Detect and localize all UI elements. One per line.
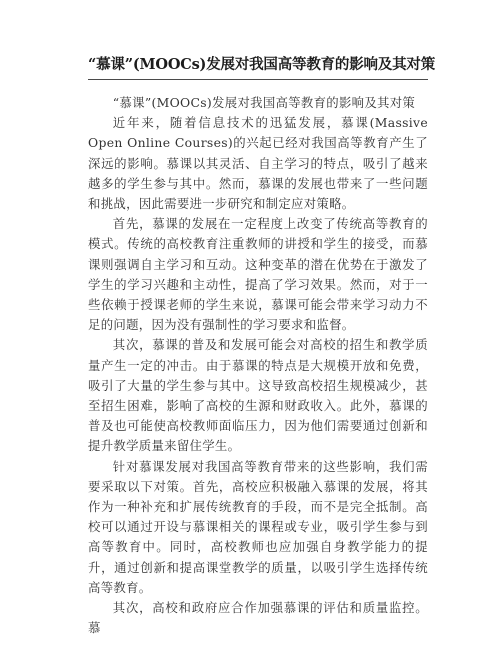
paragraph-first-point: 首先，慕课的发展在一定程度上改变了传统高等教育的模式。传统的高校教育注重教师的讲授和学生的接受，而慕课则强调自主学习和互动。这种变革的潜在优势在于激发了学生的学习兴趣和主动性，提高了学习效果。然而，对于一些依赖于授课老师的学生来说，慕课可能会带来学习动力不足的问题，因为没有强制性的学习要求和监督。	[88, 216, 428, 333]
paragraph-introduction: 近年来，随着信息技术的迅猛发展，慕课(Massive Open Online Courses)的兴起已经对我国高等教育产生了深远的影响。慕课以其灵活、自主学习的特点，吸引了越来越多的学生参与其中。然而，慕课的发展也带来了一些问题和挑战，因此需要进一步研究和制定应对策略。	[88, 115, 428, 212]
paragraph-countermeasures: 针对慕课发展对我国高等教育带来的这些影响，我们需要采取以下对策。首先，高校应积极融入慕课的发展，将其作为一种补充和扩展传统教育的手段，而不是完全抵制。高校可以通过开设与慕课相关的课程或专业，吸引学生参与到高等教育中。同时，高校教师也应加强自身教学能力的提升，通过创新和提高课堂教学的质量，以吸引学生选择传统高等教育。	[88, 458, 428, 595]
paragraph-evaluation: 其次，高校和政府应合作加强慕课的评估和质量监控。慕	[88, 600, 428, 636]
paragraph-second-point: 其次，慕课的普及和发展可能会对高校的招生和教学质量产生一定的冲击。由于慕课的特点是大规模开放和免费，吸引了大量的学生参与其中。这导致高校招生规模减少，甚至招生困难，影响了高校的生源和财政收入。此外，慕课的普及也可能使高校教师面临压力，因为他们需要通过创新和提升教学质量来留住学生。	[88, 337, 428, 454]
document-page	[88, 55, 436, 638]
document-body	[88, 93, 428, 638]
document-title: “慕课”(MOOCs)发展对我国高等教育的影响及其对策	[88, 56, 436, 73]
title-underline	[88, 79, 428, 80]
paragraph-repeated-title: “慕课”(MOOCs)发展对我国高等教育的影响及其对策	[112, 95, 416, 110]
